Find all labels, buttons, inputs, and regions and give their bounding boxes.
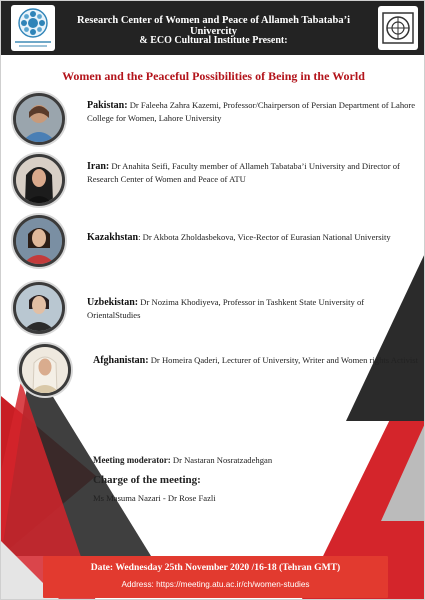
speaker-country: Pakistan: — [87, 100, 128, 111]
speaker-info — [87, 296, 417, 321]
speaker-country: Afghanistan: — [93, 355, 149, 366]
eco-seal-icon — [381, 11, 415, 45]
person-portrait-icon — [22, 347, 68, 393]
speaker-photo — [13, 154, 65, 206]
event-title: Women and the Peaceful Possibilities of Being in the World — [62, 69, 365, 83]
speaker-country: Kazakhstan — [87, 232, 139, 243]
speaker-pakistan — [1, 93, 425, 153]
logo-caption — [15, 41, 51, 43]
speaker-info — [87, 231, 417, 244]
speaker-description: Dr Homeira Qaderi, Lecturer of University, Writer and Women rights Activist — [148, 355, 419, 365]
logo-caption — [19, 45, 47, 47]
speaker-photo — [19, 344, 71, 396]
speaker-afghanistan — [1, 344, 425, 404]
speaker-info — [87, 160, 417, 185]
person-portrait-icon — [16, 218, 62, 264]
speaker-description: Dr Anahita Seifi, Faculty member of Allameh Tabataba’i University and Director of Research Center of Women and Peace of ATU — [87, 161, 400, 184]
person-portrait-icon — [16, 96, 62, 142]
speaker-info — [93, 354, 423, 367]
speaker-uzbekistan — [1, 282, 425, 342]
charge-names: Ms Masuma Nazari - Dr Rose Fazli — [93, 493, 216, 503]
university-logo — [11, 5, 55, 51]
meeting-address-link[interactable]: Address: https://meeting.atu.ac.ir/ch/women-studies — [121, 580, 310, 589]
speaker-photo — [13, 282, 65, 334]
person-portrait-icon — [16, 157, 62, 203]
speaker-description: : Dr Akbota Zholdasbekova, Vice-Rector of Eurasian National University — [138, 232, 391, 242]
organizer-line: Research Center of Women and Peace of Allameh Tabataba’i Univercity — [77, 15, 350, 37]
co-organizer-line: & ECO Cultural Institute Present: — [139, 35, 288, 46]
header-band — [1, 1, 425, 55]
meeting-date: Date: Wednesday 25th November 2020 /16-18 (Tehran GMT) — [90, 562, 341, 573]
footer-banner — [43, 556, 388, 598]
moderator-name: Dr Nastaran Nosratzadehgan — [170, 455, 273, 465]
speaker-kazakhstan — [1, 215, 425, 275]
person-portrait-icon — [16, 285, 62, 331]
moderator-label: Meeting moderator: — [93, 455, 171, 465]
eco-institute-logo — [378, 6, 418, 50]
speaker-iran — [1, 154, 425, 214]
speaker-photo — [13, 93, 65, 145]
speaker-photo — [13, 215, 65, 267]
speaker-description: Dr Nozima Khodiyeva, Professor in Tashkent State University of OrientalStudies — [87, 297, 365, 320]
speaker-country: Uzbekistan: — [87, 297, 139, 308]
speaker-description: Dr Faleeha Zahra Kazemi, Professor/Chairperson of Persian Department of Lahore College for Women, Lahore University — [87, 100, 416, 123]
speaker-info — [87, 99, 417, 124]
speaker-country: Iran: — [87, 161, 110, 172]
meeting-moderator — [93, 455, 272, 465]
flower-seal-icon — [17, 7, 49, 39]
charge-title: Charge of the meeting: — [93, 474, 201, 486]
